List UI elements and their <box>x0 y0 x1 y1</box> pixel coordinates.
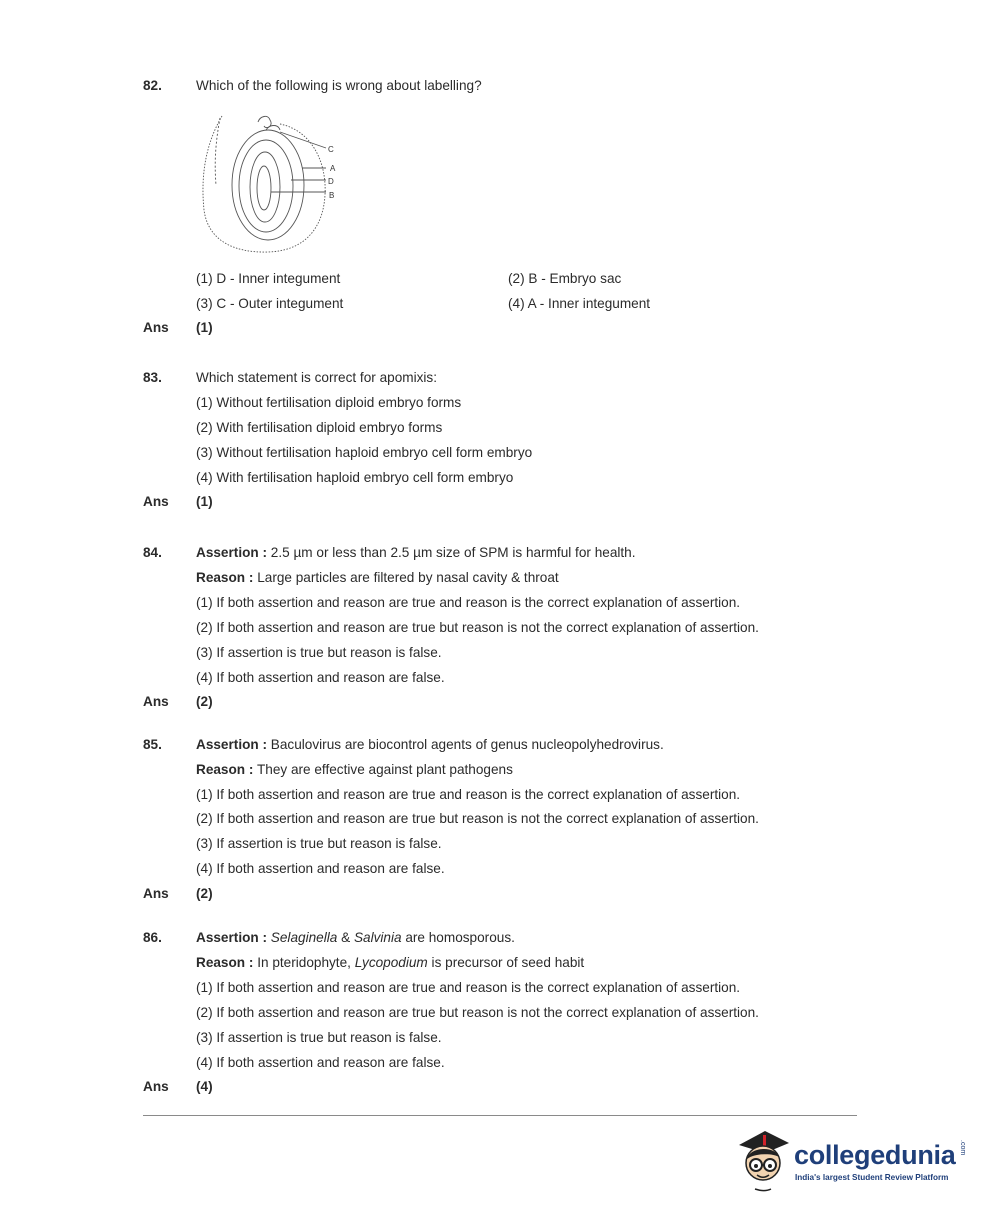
option: (2) With fertilisation diploid embryo forms <box>196 420 443 435</box>
option: (2) B - Embryo sac <box>508 271 622 286</box>
assertion-line <box>196 930 515 946</box>
option: (4) With fertilisation haploid embryo cell form embryo <box>196 470 514 485</box>
answer-value: (4) <box>196 1079 213 1094</box>
question-number: 84. <box>143 545 162 560</box>
assertion-genus-1: Selaginella <box>270 930 338 945</box>
reason-genus: Lycopodium <box>354 955 428 970</box>
reason-tail: is precursor of seed habit <box>427 955 585 970</box>
reason-pre: In pteridophyte, <box>257 955 355 970</box>
label-line-c <box>280 132 326 148</box>
answer-label: Ans <box>143 320 169 335</box>
label-a: A <box>330 164 336 173</box>
option: (1) If both assertion and reason are true and reason is the correct explanation of assertion. <box>196 787 741 802</box>
nucellus <box>250 152 280 222</box>
option: (2) If both assertion and reason are true but reason is not the correct explanation of assertion. <box>196 620 759 635</box>
answer-label: Ans <box>143 494 169 509</box>
micropyle <box>258 116 271 127</box>
assertion-label: Assertion : <box>196 930 268 945</box>
answer-label: Ans <box>143 886 169 901</box>
option: (4) A - Inner integument <box>508 296 651 311</box>
option: (4) If both assertion and reason are false. <box>196 670 445 685</box>
assertion-joiner: & <box>337 930 354 945</box>
reason-text: Large particles are filtered by nasal cavity & throat <box>257 570 559 585</box>
label-c: C <box>328 145 334 154</box>
answer-value: (1) <box>196 494 213 509</box>
assertion-text: Baculovirus are biocontrol agents of genus nucleopolyhedrovirus. <box>270 737 664 752</box>
brand-logo[interactable] <box>794 1140 966 1171</box>
option: (3) C - Outer integument <box>196 296 344 311</box>
question-number: 86. <box>143 930 162 945</box>
reason-label: Reason : <box>196 570 254 585</box>
question-number: 83. <box>143 370 162 385</box>
question-number: 85. <box>143 737 162 752</box>
footer-divider <box>143 1115 857 1116</box>
assertion-line <box>196 545 636 561</box>
assertion-label: Assertion : <box>196 737 268 752</box>
assertion-genus-2: Salvinia <box>353 930 402 945</box>
label-d: D <box>328 177 334 186</box>
option: (1) D - Inner integument <box>196 271 341 286</box>
embryo-sac <box>257 166 271 210</box>
ovule-diagram <box>198 110 358 258</box>
option: (3) If assertion is true but reason is false. <box>196 645 442 660</box>
label-b: B <box>329 191 335 200</box>
reason-line <box>196 570 559 586</box>
option: (1) If both assertion and reason are true and reason is the correct explanation of assertion. <box>196 980 741 995</box>
reason-label: Reason : <box>196 955 254 970</box>
question-text: Which of the following is wrong about labelling? <box>196 78 482 93</box>
answer-value: (2) <box>196 694 213 709</box>
funicle <box>215 118 220 185</box>
assertion-label: Assertion : <box>196 545 268 560</box>
brand-tagline: India's largest Student Review Platform <box>795 1173 949 1182</box>
option: (3) If assertion is true but reason is false. <box>196 836 442 851</box>
option: (1) Without fertilisation diploid embryo forms <box>196 395 462 410</box>
brand-name: collegedunia <box>794 1140 956 1170</box>
option: (3) If assertion is true but reason is false. <box>196 1030 442 1045</box>
question-number: 82. <box>143 78 162 93</box>
option: (2) If both assertion and reason are true but reason is not the correct explanation of assertion. <box>196 1005 759 1020</box>
answer-label: Ans <box>143 1079 169 1094</box>
reason-line <box>196 955 584 971</box>
option: (2) If both assertion and reason are true but reason is not the correct explanation of assertion. <box>196 811 759 826</box>
mascot-icon <box>735 1125 791 1195</box>
answer-value: (2) <box>196 886 213 901</box>
option: (3) Without fertilisation haploid embryo cell form embryo <box>196 445 533 460</box>
option: (4) If both assertion and reason are false. <box>196 861 445 876</box>
reason-line <box>196 762 513 778</box>
reason-text: They are effective against plant pathogens <box>256 762 513 777</box>
option: (1) If both assertion and reason are true and reason is the correct explanation of assertion. <box>196 595 741 610</box>
answer-value: (1) <box>196 320 213 335</box>
assertion-text: 2.5 µm or less than 2.5 µm size of SPM is harmful for health. <box>270 545 636 560</box>
question-text: Which statement is correct for apomixis: <box>196 370 437 385</box>
assertion-tail: are homosporous. <box>401 930 515 945</box>
answer-label: Ans <box>143 694 169 709</box>
option: (4) If both assertion and reason are false. <box>196 1055 445 1070</box>
brand-suffix: .com <box>959 1140 966 1156</box>
assertion-line <box>196 737 664 753</box>
inner-integument <box>239 140 293 232</box>
reason-label: Reason : <box>196 762 254 777</box>
